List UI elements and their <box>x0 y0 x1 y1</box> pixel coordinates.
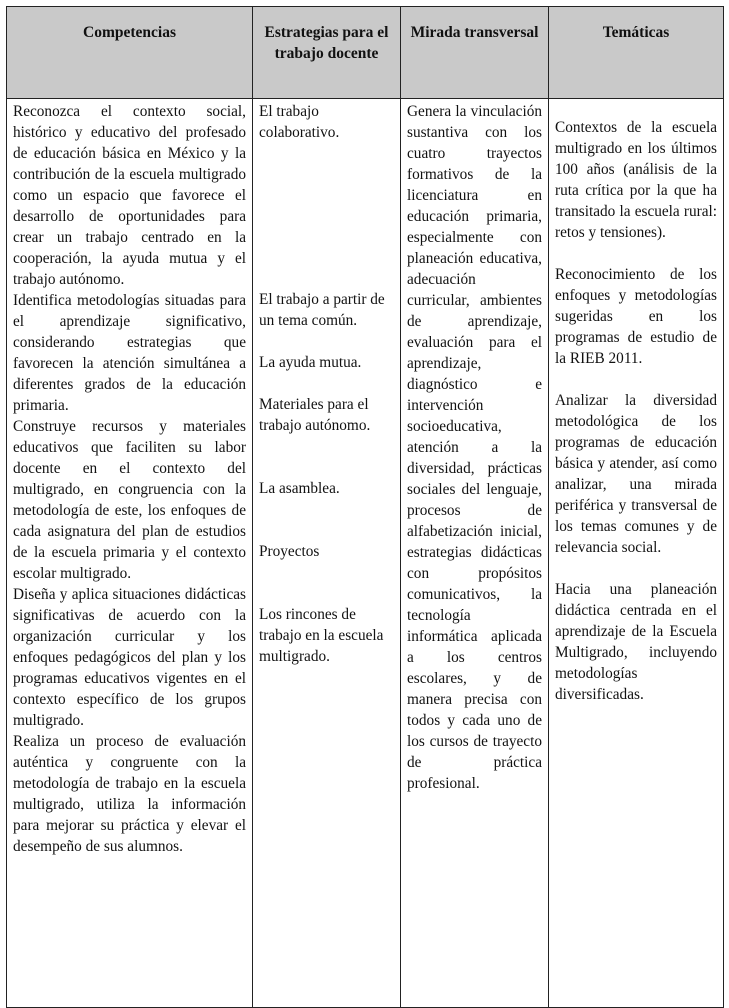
estrategias-cell <box>253 99 401 1008</box>
curriculum-table <box>6 6 724 1008</box>
competencia-item: Reconozca el contexto social, histórico y educativo del profesado de educación básica en México y la contribución de la escuela multigrado como un espacio que favorece el desarrollo de oportunidades para crear un trabajo centrado en la cooperación, la ayuda mutua y el trabajo autónomo. <box>13 103 246 288</box>
competencia-item: Realiza un proceso de evaluación auténtica y congruente con la metodología de trabajo en la escuela multigrado, utiliza la información para mejorar su práctica y elevar el desempeño de sus alumnos. <box>13 733 246 855</box>
estrategia-item: Materiales para el trabajo autónomo. <box>259 396 371 434</box>
competencia-item: Diseña y aplica situaciones didácticas significativas de acuerdo con la organización curricular y los enfoques pedagógicos del plan y los programas educativos vigentes en el contexto específico de los grupos multigrado. <box>13 586 246 729</box>
mirada-text: Genera la vinculación sustantiva con los cuatro trayectos formativos de la licenciatura en educación primaria, especialmente con planeación educativa, adecuación curricular, ambientes de aprendizaje, evaluación para el aprendizaje, diagnóstico e intervención socioeducativa, atención a la diversidad, prácticas sociales del lenguaje, procesos de alfabetización inicial, estrategias didácticas con propósitos comunicativos, la tecnología informática aplicada a los centros escolares, y de manera precisa con todos y cada uno de los cursos de trayecto de práctica profesional. <box>407 103 542 792</box>
tematica-item: Reconocimiento de los enfoques y metodologías sugeridas en los programas de estudio de la RIEB 2011. <box>555 266 717 367</box>
estrategia-item: La ayuda mutua. <box>259 354 362 371</box>
estrategia-item: Proyectos <box>259 543 320 560</box>
tematica-item: Analizar la diversidad metodológica de los programas de educación básica y atender, así como analizar, una mirada periférica y transversal de los temas comunes y de relevancia social. <box>555 392 717 556</box>
header-mirada: Mirada transversal <box>401 7 549 99</box>
estrategia-item: Los rincones de trabajo en la escuela multigrado. <box>259 606 384 665</box>
header-estrategias: Estrategias para el trabajo docente <box>253 7 401 99</box>
tematicas-cell <box>549 99 724 1008</box>
competencias-cell <box>7 99 253 1008</box>
header-competencias: Competencias <box>7 7 253 99</box>
tematica-item: Contextos de la escuela multigrado en los últimos 100 años (análisis de la ruta crítica por la que ha transitado la escuela rural: retos y tensiones). <box>555 119 717 241</box>
content-row <box>7 99 724 1008</box>
estrategia-item: El trabajo a partir de un tema común. <box>259 291 385 329</box>
estrategia-item: La asamblea. <box>259 480 340 497</box>
header-row <box>7 7 724 99</box>
competencia-item: Construye recursos y materiales educativos que faciliten su labor docente en el contexto del multigrado, en congruencia con la metodología de este, los enfoques de cada asignatura del plan de estudios de la escuela primaria y el contexto escolar multigrado. <box>13 418 246 582</box>
estrategia-item: El trabajo colaborativo. <box>259 103 340 141</box>
mirada-cell <box>401 99 549 1008</box>
header-tematicas: Temáticas <box>549 7 724 99</box>
tematica-item: Hacia una planeación didáctica centrada en el aprendizaje de la Escuela Multigrado, incluyendo metodologías diversificadas. <box>555 581 717 703</box>
competencia-item: Identifica metodologías situadas para el aprendizaje significativo, considerando estrategias que favorecen la atención simultánea a diferentes grados de la educación primaria. <box>13 292 246 414</box>
